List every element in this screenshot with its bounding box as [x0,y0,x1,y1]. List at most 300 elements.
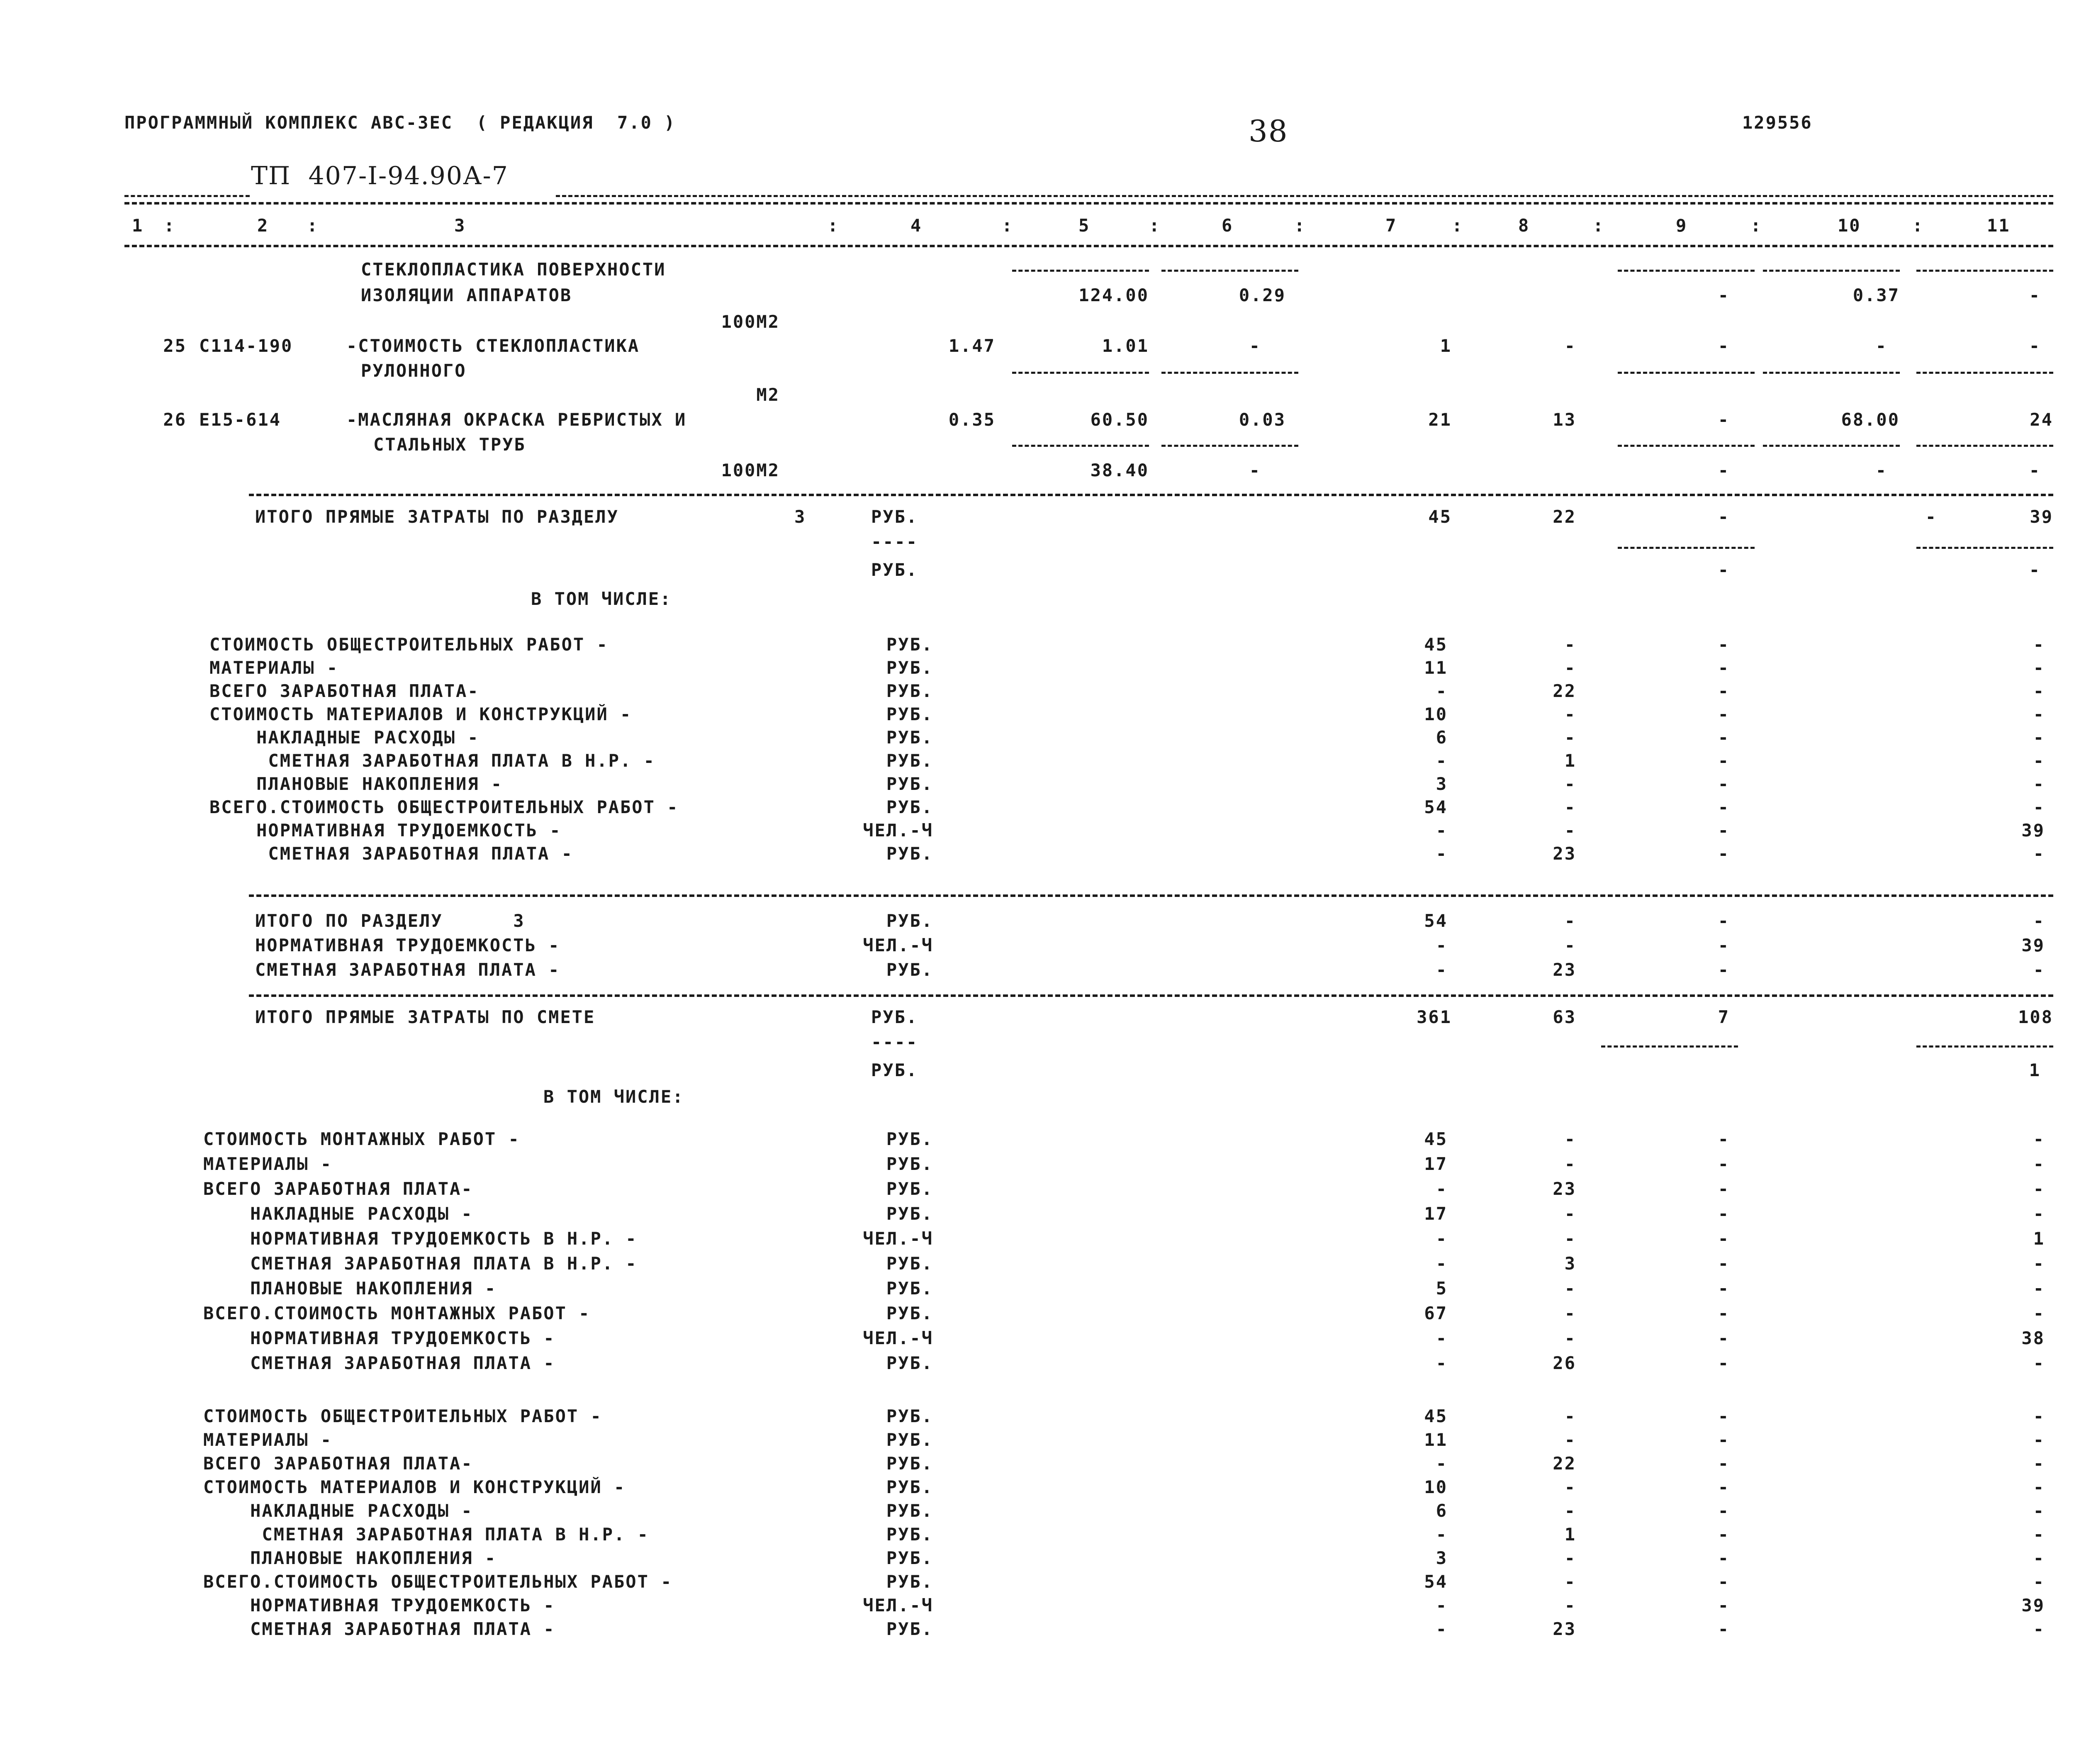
cell-c8: - [1564,1430,1576,1450]
row-unit: ЧЕЛ.-Ч [863,820,933,841]
cell-c8: - [1564,935,1576,955]
cell-c8: 1 [1564,750,1576,771]
row-label: ИТОГО ПО РАЗДЕЛУ 3 [255,911,525,931]
cell-rule [1618,445,1755,447]
cell-c8: 22 [1553,507,1576,527]
item-desc: -МАСЛЯНАЯ ОКРАСКА РЕБРИСТЫХ И [346,409,687,430]
cell-c11: - [2033,1353,2045,1373]
row-unit: РУБ. [886,1303,933,1323]
cell-c11: 39 [2030,507,2053,527]
row-label: ВСЕГО ЗАРАБОТНАЯ ПЛАТА- [209,681,480,701]
cell-c8: 23 [1553,1619,1576,1639]
row-unit: РУБ. [886,1353,933,1373]
item-desc: РУЛОННОГО [361,361,467,381]
cell-c9: - [1718,634,1730,655]
column-header: 5 [1078,215,1091,236]
cell-c7: 17 [1424,1154,1448,1174]
cell-c7: - [1436,1253,1448,1274]
cell-c5: 1.01 [1102,336,1149,356]
cell-c9: - [1718,1179,1730,1199]
cell-c11: 39 [2021,820,2045,841]
cell-c9: - [1718,1477,1730,1497]
row-unit: РУБ. [886,1204,933,1224]
row-label: НАКЛАДНЫЕ РАСХОДЫ - [209,727,480,748]
cell-c11: - [2033,1278,2045,1299]
row-label: СМЕТНАЯ ЗАРАБОТНАЯ ПЛАТА - [203,1353,555,1373]
document-number: 129556 [1742,112,1813,133]
item-desc: СТАЛЬНЫХ ТРУБ [373,434,526,455]
cell-c9: - [1718,1548,1730,1568]
cell-c8: - [1564,704,1576,724]
cell-c9: - [1718,1278,1730,1299]
cell-c9: - [1718,681,1730,701]
row-label: СМЕТНАЯ ЗАРАБОТНАЯ ПЛАТА В Н.Р. - [203,1524,649,1545]
cell-c10: 68.00 [1841,409,1900,430]
column-header-rule [124,245,2053,247]
row-label: СТОИМОСТЬ МОНТАЖНЫХ РАБОТ - [203,1129,520,1149]
column-separator: : [1750,215,1762,236]
cell-c5: 124.00 [1078,285,1149,305]
section-total-label: ИТОГО ПРЯМЫЕ ЗАТРАТЫ ПО РАЗДЕЛУ [255,507,619,527]
cell-c11: - [2033,1477,2045,1497]
including-label: В ТОМ ЧИСЛЕ: [531,589,672,609]
cell-rule [1763,445,1900,447]
estimate-total-unit: РУБ. [871,1007,918,1027]
cell-c11: - [2033,1204,2045,1224]
cell-c7: 10 [1424,1477,1448,1497]
cell-c8: 23 [1553,1179,1576,1199]
cell-c7: 45 [1424,1129,1448,1149]
cell-c7: 5 [1436,1278,1448,1299]
cell-c8: - [1564,727,1576,748]
row-label: МАТЕРИАЛЫ - [209,658,339,678]
column-header: 9 [1676,215,1688,236]
cell-c9: - [1718,727,1730,748]
cell-c10: - [1875,460,1887,480]
cell-c8: - [1564,797,1576,817]
cell-c6: - [1249,336,1261,356]
row-unit: РУБ. [886,774,933,794]
cell-c9: 7 [1718,1007,1730,1027]
cell-c8: - [1564,1477,1576,1497]
cell-c11: - [2033,1572,2045,1592]
page-number: 38 [1249,114,1288,149]
cell-rule [1763,270,1900,272]
cell-c10: 0.37 [1852,285,1900,305]
cell-rule [1916,547,2053,549]
item-code: С114-190 [199,336,293,356]
row-unit: РУБ. [886,681,933,701]
header-underline-left [124,195,250,197]
row-unit: РУБ. [886,634,933,655]
column-header: 4 [910,215,923,236]
cell-c5: 38.40 [1090,460,1149,480]
row-label: СТОИМОСТЬ ОБЩЕСТРОИТЕЛЬНЫХ РАБОТ - [209,634,609,655]
section-rule [249,494,2053,496]
cell-c10: - [1925,507,1937,527]
cell-c11: - [2033,1501,2045,1521]
row-unit: ЧЕЛ.-Ч [863,935,933,955]
column-header: 11 [1987,215,2011,236]
cell-c8: 13 [1553,409,1576,430]
row-label: СТОИМОСТЬ МАТЕРИАЛОВ И КОНСТРУКЦИЙ - [209,704,632,724]
row-unit: РУБ. [886,1179,933,1199]
column-header: 8 [1518,215,1530,236]
cell-c7: 21 [1428,409,1452,430]
column-separator: : [1593,215,1605,236]
cell-c6: - [1249,460,1261,480]
row-unit: РУБ. [886,1453,933,1474]
cell-c7: - [1436,1595,1448,1615]
cell-c11: 39 [2021,935,2045,955]
cell-c8: - [1564,1278,1576,1299]
row-label: МАТЕРИАЛЫ - [203,1154,333,1174]
column-header: 1 [132,215,144,236]
column-header: 3 [454,215,466,236]
cell-c8: - [1564,1548,1576,1568]
unit-separator: ---- [871,531,918,552]
row-unit: РУБ. [886,1253,933,1274]
cell-c11: 1 [2033,1228,2045,1249]
cell-c11: - [2029,560,2041,580]
cell-c9: - [1718,1228,1730,1249]
table-top-rule [124,202,2053,205]
item-unit: 100М2 [721,460,780,480]
cell-c8: 1 [1564,1524,1576,1545]
cell-c7: - [1436,750,1448,771]
cell-c8: - [1564,1572,1576,1592]
cell-c9: - [1718,1430,1730,1450]
cell-rule [1916,372,2053,374]
cell-c7: 67 [1424,1303,1448,1323]
row-label: СМЕТНАЯ ЗАРАБОТНАЯ ПЛАТА В Н.Р. - [203,1253,638,1274]
column-separator: : [1452,215,1464,236]
cell-rule [1618,547,1755,549]
cell-c7: - [1436,960,1448,980]
column-separator: : [828,215,840,236]
cell-c11: - [2029,336,2041,356]
cell-c11: - [2033,658,2045,678]
row-unit: РУБ. [886,658,933,678]
cell-c8: 63 [1553,1007,1576,1027]
row-label: НОРМАТИВНАЯ ТРУДОЕМКОСТЬ - [203,1595,555,1615]
item-desc: СТЕКЛОПЛАСТИКА ПОВЕРХНОСТИ [361,259,666,280]
cell-rule [1763,372,1900,374]
cell-c11: 39 [2021,1595,2045,1615]
row-label: СМЕТНАЯ ЗАРАБОТНАЯ ПЛАТА - [203,1619,555,1639]
cell-c8: 23 [1553,960,1576,980]
row-label: ВСЕГО ЗАРАБОТНАЯ ПЛАТА- [203,1453,473,1474]
cell-rule [1012,445,1149,447]
row-unit: РУБ. [886,1477,933,1497]
cell-c8: - [1564,774,1576,794]
cell-c11: - [2033,911,2045,931]
cell-c7: - [1436,1524,1448,1545]
column-separator: : [1294,215,1306,236]
cell-c9: - [1718,1154,1730,1174]
column-separator: : [164,215,176,236]
row-unit: ЧЕЛ.-Ч [863,1228,933,1249]
cell-c9: - [1718,460,1730,480]
cell-c9: - [1718,1253,1730,1274]
cell-c9: - [1718,1328,1730,1348]
cell-c7: 54 [1424,797,1448,817]
cell-c9: - [1718,843,1730,864]
cell-c8: - [1564,1303,1576,1323]
row-label: ВСЕГО.СТОИМОСТЬ ОБЩЕСТРОИТЕЛЬНЫХ РАБОТ - [203,1572,673,1592]
cell-c7: - [1436,681,1448,701]
column-separator: : [1002,215,1014,236]
cell-c7: 361 [1417,1007,1452,1027]
cell-c11: - [2033,1548,2045,1568]
cell-c11: - [2033,727,2045,748]
row-label: СТОИМОСТЬ ОБЩЕСТРОИТЕЛЬНЫХ РАБОТ - [203,1406,602,1426]
cell-c9: - [1718,960,1730,980]
cell-rule [1161,270,1298,272]
cell-c9: - [1718,774,1730,794]
column-separator: : [1149,215,1161,236]
cell-c6: 0.29 [1239,285,1286,305]
item-number: 25 [163,336,187,356]
cell-c7: 3 [1436,774,1448,794]
item-desc: -СТОИМОСТЬ СТЕКЛОПЛАСТИКА [346,336,640,356]
cell-c7: - [1436,1228,1448,1249]
cell-c9: - [1718,1204,1730,1224]
row-label: ПЛАНОВЫЕ НАКОПЛЕНИЯ - [203,1548,497,1568]
row-label: НОРМАТИВНАЯ ТРУДОЕМКОСТЬ - [255,935,560,955]
cell-c7: 3 [1436,1548,1448,1568]
cell-c7: - [1436,1328,1448,1348]
column-header: 6 [1222,215,1234,236]
cell-c9: - [1718,560,1730,580]
program-title: ПРОГРАММНЫЙ КОМПЛЕКС АВС-3ЕС ( РЕДАКЦИЯ 7.0 ) [124,112,676,133]
cell-c9: - [1718,1453,1730,1474]
row-label: НОРМАТИВНАЯ ТРУДОЕМКОСТЬ - [209,820,562,841]
cell-c8: - [1564,1228,1576,1249]
cell-c11: 24 [2030,409,2053,430]
cell-c7: - [1436,935,1448,955]
cell-c4: 1.47 [948,336,996,356]
cell-c6: 0.03 [1239,409,1286,430]
cell-c7: - [1436,820,1448,841]
cell-c11: - [2033,1129,2045,1149]
item-desc: ИЗОЛЯЦИИ АППАРАТОВ [361,285,572,305]
cell-c7: 45 [1424,1406,1448,1426]
cell-c9: - [1718,935,1730,955]
cell-c9: - [1718,820,1730,841]
cell-c4: 0.35 [948,409,996,430]
cell-c11: 38 [2021,1328,2045,1348]
row-label: НОРМАТИВНАЯ ТРУДОЕМКОСТЬ В Н.Р. - [203,1228,638,1249]
cell-c9: - [1718,1303,1730,1323]
cell-c8: - [1564,1129,1576,1149]
cell-rule [1601,1045,1738,1048]
cell-c7: 54 [1424,1572,1448,1592]
cell-c11: - [2033,1619,2045,1639]
cell-c9: - [1718,1524,1730,1545]
cell-c5: 60.50 [1090,409,1149,430]
cell-c8: - [1564,1595,1576,1615]
cell-c8: - [1564,1406,1576,1426]
cell-rule [1012,372,1149,374]
cell-c8: - [1564,911,1576,931]
cell-c11: - [2029,460,2041,480]
cell-c8: - [1564,1328,1576,1348]
row-unit: РУБ. [886,1406,933,1426]
column-separator: : [307,215,319,236]
row-label: СМЕТНАЯ ЗАРАБОТНАЯ ПЛАТА В Н.Р. - [209,750,655,771]
section-rule [249,994,2053,997]
row-unit: РУБ. [886,1154,933,1174]
cell-c11: - [2033,1253,2045,1274]
row-unit: РУБ. [886,1278,933,1299]
row-label: СМЕТНАЯ ЗАРАБОТНАЯ ПЛАТА - [255,960,560,980]
cell-c11: - [2033,1154,2045,1174]
cell-c11: - [2033,750,2045,771]
row-unit: РУБ. [886,1430,933,1450]
row-unit: ЧЕЛ.-Ч [863,1328,933,1348]
row-label: ВСЕГО ЗАРАБОТНАЯ ПЛАТА- [203,1179,473,1199]
row-unit: РУБ. [886,750,933,771]
cell-c7: 17 [1424,1204,1448,1224]
cell-rule [1916,445,2053,447]
cell-rule [1161,445,1298,447]
cell-c8: 22 [1553,681,1576,701]
cell-c11: - [2033,1406,2045,1426]
cell-c8: - [1564,336,1576,356]
cell-c7: 6 [1436,727,1448,748]
row-unit: РУБ. [886,843,933,864]
row-label: МАТЕРИАЛЫ - [203,1430,333,1450]
unit-separator: ---- [871,1032,918,1052]
row-label: СМЕТНАЯ ЗАРАБОТНАЯ ПЛАТА - [209,843,573,864]
cell-c11: - [2033,1430,2045,1450]
row-unit: РУБ. [886,1572,933,1592]
cell-c9: - [1718,409,1730,430]
cell-c7: - [1436,843,1448,864]
cell-rule [1618,270,1755,272]
cell-rule [1618,372,1755,374]
cell-c9: - [1718,1406,1730,1426]
cell-c9: - [1718,1501,1730,1521]
cell-c8: - [1564,634,1576,655]
row-unit: РУБ. [886,1524,933,1545]
cell-c11: 1 [2029,1060,2041,1080]
row-unit: РУБ. [886,1619,933,1639]
item-unit: М2 [756,385,780,405]
cell-c7: 6 [1436,1501,1448,1521]
cell-c7: 10 [1424,704,1448,724]
row-label: НОРМАТИВНАЯ ТРУДОЕМКОСТЬ - [203,1328,555,1348]
cell-c7: 45 [1424,634,1448,655]
cell-c11: - [2033,1179,2045,1199]
row-label: НАКЛАДНЫЕ РАСХОДЫ - [203,1501,473,1521]
cell-c9: - [1718,911,1730,931]
cell-c9: - [1718,285,1730,305]
row-label: ВСЕГО.СТОИМОСТЬ ОБЩЕСТРОИТЕЛЬНЫХ РАБОТ - [209,797,679,817]
cell-c9: - [1718,704,1730,724]
row-unit: РУБ. [886,727,933,748]
cell-c11: - [2033,843,2045,864]
cell-c11: - [2033,1524,2045,1545]
section-rule [249,894,2053,897]
cell-c9: - [1718,1619,1730,1639]
cell-c8: - [1564,1501,1576,1521]
cell-c8: 3 [1564,1253,1576,1274]
row-unit: РУБ. [886,1501,933,1521]
row-label: ПЛАНОВЫЕ НАКОПЛЕНИЯ - [203,1278,497,1299]
cell-c11: - [2033,960,2045,980]
section-total-unit: РУБ. [871,560,918,580]
item-unit: 100М2 [721,312,780,332]
cell-c9: - [1718,750,1730,771]
cell-c9: - [1718,1595,1730,1615]
row-unit: РУБ. [886,704,933,724]
cell-rule [1916,1045,2053,1048]
row-label: ВСЕГО.СТОИМОСТЬ МОНТАЖНЫХ РАБОТ - [203,1303,591,1323]
project-code: ТП 407-I-94.90А-7 [251,161,509,190]
cell-c7: 11 [1424,658,1448,678]
cell-c11: - [2033,681,2045,701]
row-label: ПЛАНОВЫЕ НАКОПЛЕНИЯ - [209,774,503,794]
cell-c11: - [2033,1303,2045,1323]
estimate-total-unit: РУБ. [871,1060,918,1080]
column-header: 10 [1838,215,1861,236]
cell-c7: 11 [1424,1430,1448,1450]
cell-c7: - [1436,1453,1448,1474]
cell-rule [1161,372,1298,374]
item-code: Е15-614 [199,409,282,430]
cell-c8: 23 [1553,843,1576,864]
row-unit: РУБ. [886,1129,933,1149]
cell-c11: - [2033,634,2045,655]
row-unit: РУБ. [886,797,933,817]
header-underline-right [556,195,2053,197]
cell-c8: - [1564,820,1576,841]
cell-c7: 54 [1424,911,1448,931]
cell-c8: 22 [1553,1453,1576,1474]
row-unit: ЧЕЛ.-Ч [863,1595,933,1615]
cell-c9: - [1718,336,1730,356]
cell-c11: 108 [2018,1007,2053,1027]
cell-rule [1916,270,2053,272]
estimate-total-label: ИТОГО ПРЯМЫЕ ЗАТРАТЫ ПО СМЕТЕ [255,1007,596,1027]
cell-c11: - [2033,774,2045,794]
cell-c8: - [1564,1154,1576,1174]
cell-c11: - [2033,1453,2045,1474]
cell-c9: - [1718,507,1730,527]
cell-c9: - [1718,658,1730,678]
cell-c11: - [2033,797,2045,817]
column-header: 2 [257,215,269,236]
cell-c11: - [2029,285,2041,305]
cell-c8: - [1564,658,1576,678]
cell-c9: - [1718,1572,1730,1592]
column-header: 7 [1385,215,1397,236]
cell-c7: 1 [1440,336,1452,356]
cell-c10: - [1875,336,1887,356]
cell-c7: - [1436,1179,1448,1199]
cell-c9: - [1718,1129,1730,1149]
including-label: В ТОМ ЧИСЛЕ: [543,1087,684,1107]
row-unit: РУБ. [886,960,933,980]
cell-c7: - [1436,1619,1448,1639]
row-unit: РУБ. [886,1548,933,1568]
column-separator: : [1912,215,1924,236]
row-label: НАКЛАДНЫЕ РАСХОДЫ - [203,1204,473,1224]
section-total-unit: РУБ. [871,507,918,527]
item-number: 26 [163,409,187,430]
